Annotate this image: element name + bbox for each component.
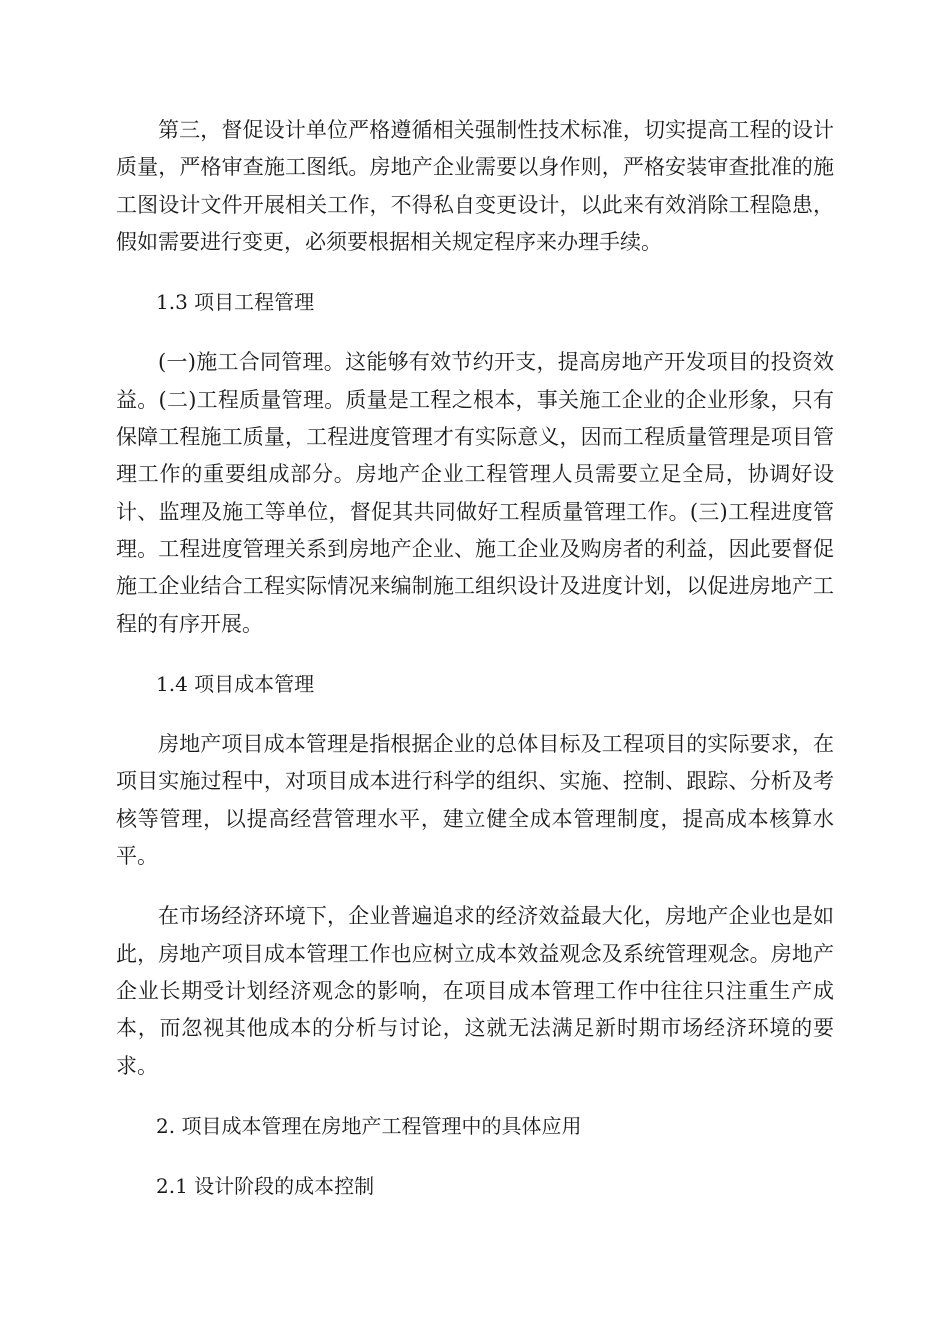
heading-2-application: 2. 项目成本管理在房地产工程管理中的具体应用 [156,1113,582,1138]
document-body [116,112,834,1205]
paragraph-cost-management-definition: 房地产项目成本管理是指根据企业的总体目标及工程项目的实际要求，在项目实施过程中，对项目成本进行科学的组织、实施、控制、跟踪、分析及考核等管理，以提高经营管理水平，建立健全成本管理制度，提高成本核算水平。 [116,732,834,869]
heading-2-1-design-stage-cost-control: 2.1 设计阶段的成本控制 [156,1174,375,1199]
paragraph-design-standards: 第三，督促设计单位严格遵循相关强制性技术标准，切实提高工程的设计质量，严格审查施工图纸。房地产企业需要以身作则，严格安装审查批准的施工图设计文件开展相关工作，不得私自变更设计，以此来有效消除工程隐患，假如需要进行变更，必须要根据相关规定程序来办理手续。 [116,118,834,254]
heading-1-4-project-cost-management: 1.4 项目成本管理 [156,671,315,696]
paragraph-contract-quality-schedule: (一)施工合同管理。这能够有效节约开支，提高房地产开发项目的投资效益。(二)工程质量管理。质量是工程之根本，事关施工企业的企业形象，只有保障工程施工质量，工程进度管理才有实际意义，因而工程质量管理是项目管理工作的重要组成部分。房地产企业工程管理人员需要立足全局，协调好设计、监理及施工等单位，督促其共同做好工程质量管理工作。(三)工程进度管理。工程进度管理关系到房地产企业、施工企业及购房者的利益，因此要督促施工企业结合工程实际情况来编制施工组织设计及进度计划，以促进房地产工程的有序开展。 [116,350,834,636]
paragraph-market-economy: 在市场经济环境下，企业普遍追求的经济效益最大化，房地产企业也是如此，房地产项目成本管理工作也应树立成本效益观念及系统管理观念。房地产企业长期受计划经济观念的影响，在项目成本管理工作中往往只注重生产成本，而忽视其他成本的分析与讨论，这就无法满足新时期市场经济环境的要求。 [116,904,834,1078]
heading-1-3-project-engineering-management: 1.3 项目工程管理 [156,290,315,315]
